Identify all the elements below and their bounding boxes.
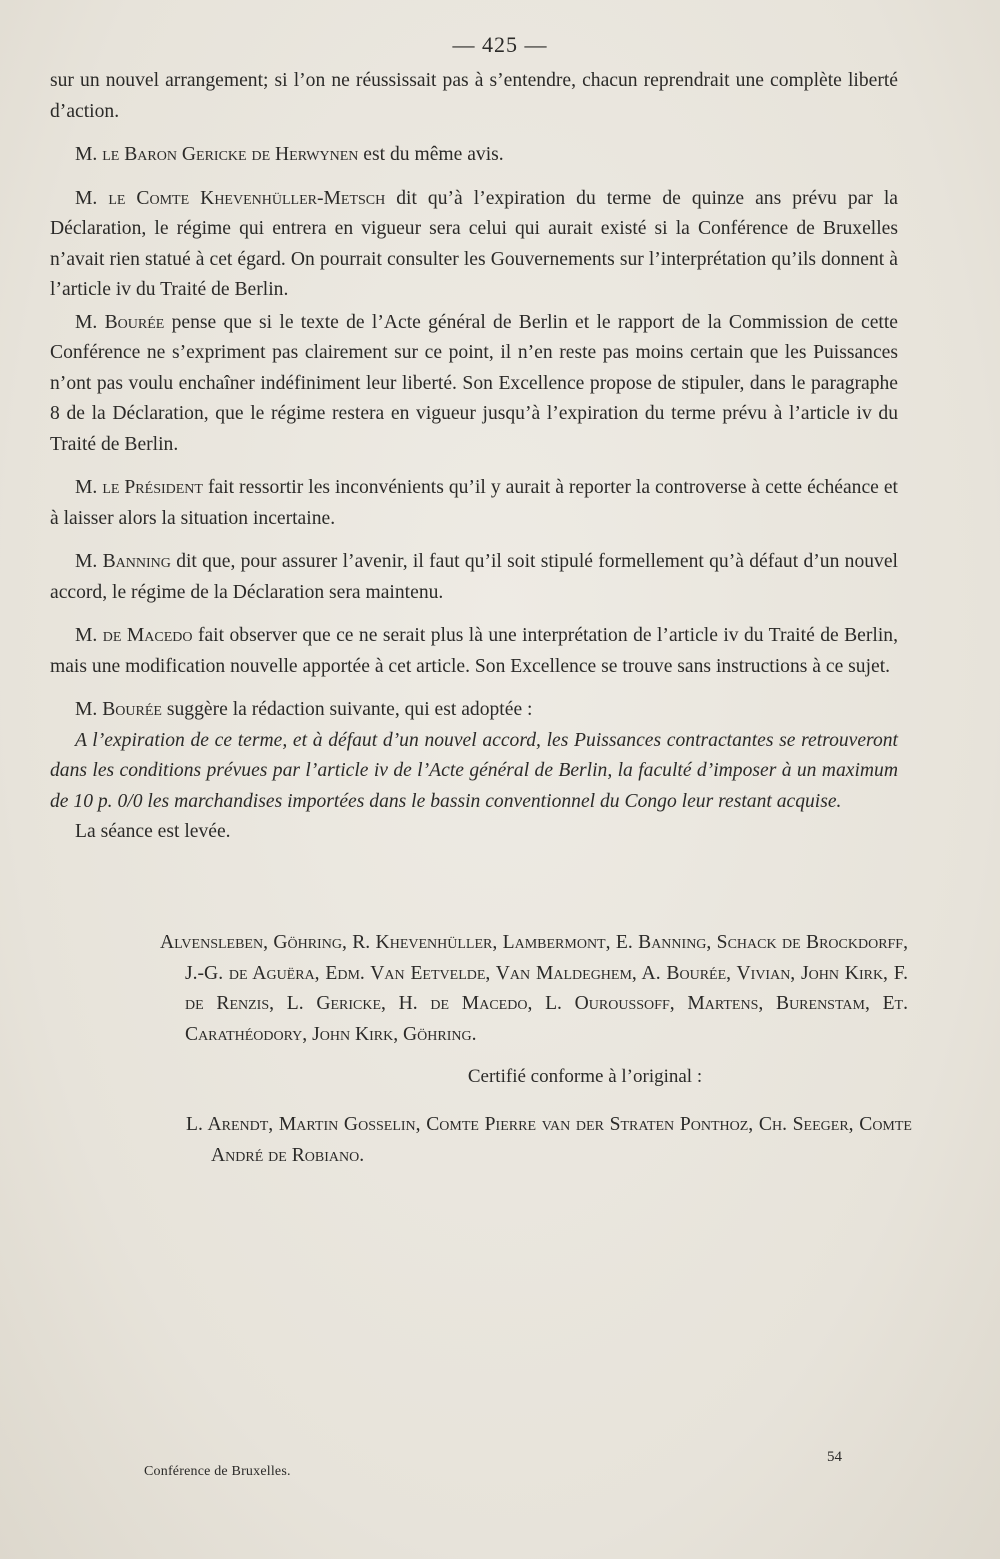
body-text — [50, 66, 898, 848]
speaker-name: Bourée — [104, 311, 165, 333]
speaker-name: le Baron Gericke de Herwynen — [102, 144, 359, 165]
certifier-signatures: L. Arendt, Martin Gosselin, Comte Pierre van der Straten Ponthoz, Ch. Seeger, Comte André de Robiano. — [186, 1114, 912, 1166]
page-number: — 425 — — [452, 32, 548, 57]
paragraph-text: suggère la rédaction suivante, qui est adoptée : — [161, 699, 533, 720]
speaker-name: Banning — [102, 551, 171, 572]
signatures-list: Alvensleben, Göhring, R. Khevenhüller, Lambermont, E. Banning, Schack de Brockdorff, J.-G. de Aguëra, Edm. Van Eetvelde, Van Maldeghem, A. Bourée, Vivian, John Kirk, F. de Renzis, L. Gericke, H. de Macedo, L. Ouroussoff, Martens, Burenstam, Et. Carathéodory, John Kirk, Göhring. — [160, 932, 908, 1045]
speaker-title: M. — [75, 551, 103, 572]
speaker-title: M. — [75, 187, 109, 209]
paragraph-president — [50, 473, 898, 534]
paragraph-text: dit que, pour assurer l’avenir, il faut qu’il soit stipulé formellement qu’à défaut d’un nouvel accord, le régime de la Déclaration sera maintenu. — [50, 551, 898, 603]
paragraph-khevenhuller — [50, 184, 898, 306]
paragraph-text: fait observer que ce ne serait plus là une interprétation de l’article iv du Traité de Berlin, mais une modification nouvelle apportée à cet article. Son Excellence se trouve sans instructions à ce sujet. — [50, 625, 898, 677]
paragraph-gericke — [50, 140, 898, 171]
signatures-block — [160, 928, 908, 1050]
paragraph-text: est du même avis. — [358, 144, 504, 165]
certification-line: Certifié conforme à l’original : — [467, 1066, 703, 1087]
paragraph-continuation — [50, 66, 898, 127]
paragraph-text: pense que si le texte de l’Acte général de Berlin et le rapport de la Commission de cette Conférence ne s’expriment pas clairement sur ce point, il n’en reste pas moins certain que les Puissances n’ont pas voulu enchaîner indéfiniment leur liberté. Son Excellence propose de stipuler, dans le paragraphe 8 de la Déclaration, que le régime restera en vigueur jusqu’à l’expiration du terme prévu à l’article iv du Traité de Berlin. — [50, 311, 898, 455]
footer-conference-title: Conférence de Bruxelles. — [144, 1464, 291, 1479]
footer-signature-number: 54 — [827, 1449, 842, 1465]
paragraph-text: fait ressortir les inconvénients qu’il y aurait à reporter la controverse à cette échéance et à laisser alors la situation incertaine. — [50, 477, 898, 529]
paragraph-bouree-1 — [50, 308, 898, 461]
speaker-title: M. — [75, 699, 103, 720]
paragraph-banning — [50, 547, 898, 608]
speaker-title: M. — [75, 625, 103, 646]
paragraph-text: dit qu’à l’expiration du terme de quinze ans prévu par la Déclaration, le régime qui entrera en vigueur sera celui qui aurait existé si la Conférence de Bruxelles n’avait rien statué à cet égard. On pourrait consulter les Gouvernements sur l’interprétation qu’ils donnent à l’article iv du Traité de Berlin. — [50, 187, 898, 300]
speaker-title: M. — [75, 144, 103, 165]
paragraph-macedo — [50, 621, 898, 682]
speaker-name: Bourée — [102, 699, 162, 720]
speaker-name: le Président — [102, 477, 203, 498]
speaker-title: M. — [75, 477, 103, 498]
paragraph-text: sur un nouvel arrangement; si l’on ne réussissait pas à s’entendre, chacun reprendrait une complète liberté d’action. — [50, 70, 898, 122]
speaker-name: de Macedo — [102, 625, 193, 646]
adopted-text: A l’expiration de ce terme, et à défaut d’un nouvel accord, les Puissances contractantes se retrouveront dans les conditions prévues par l’article iv de l’Acte général de Berlin, la faculté d’imposer à un maximum de 10 p. 0/0 les marchandises importées dans le bassin conventionnel du Congo leur restant acquise. — [50, 729, 898, 812]
paragraph-bouree-2 — [50, 695, 898, 726]
speaker-title: M. — [75, 311, 105, 333]
speaker-name: le Comte Khevenhüller-Metsch — [108, 187, 386, 209]
closing-line: La séance est levée. — [75, 821, 231, 842]
